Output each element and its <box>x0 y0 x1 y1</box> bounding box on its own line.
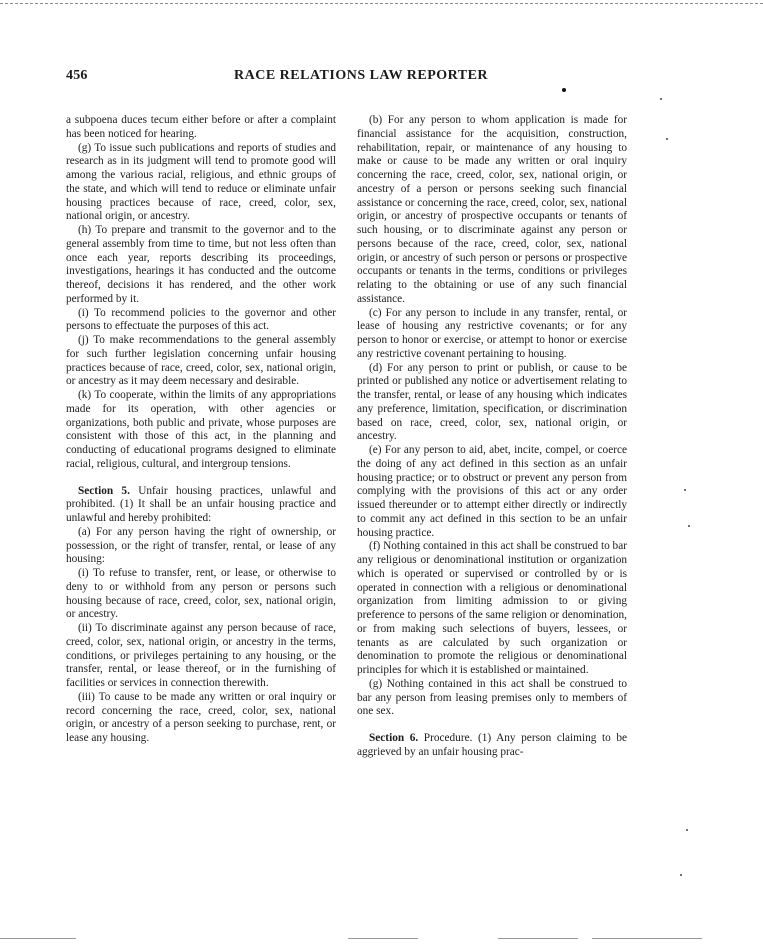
section-paragraph <box>66 485 336 526</box>
scan-speck <box>562 88 566 92</box>
paragraph: (e) For any person to aid, abet, incite, compel, or coerce the doing of any act defined in this section as an unfair housing practice; or to obstruct or prevent any person from complying with the provisions of this act or any order issued thereunder or to attempt either directly or indirectly to commit any act defined in this section to be an unfair housing practice. <box>357 444 627 539</box>
paragraph: (i) To recommend policies to the governor and other persons to effectuate the purposes of this act. <box>66 306 336 333</box>
paragraph: a subpoena duces tecum either before or after a complaint has been noticed for hearing. <box>66 114 336 140</box>
left-column <box>66 114 336 746</box>
paragraph: (b) For any person to whom application is made for financial assistance for the acquisition, construction, rehabilitation, repair, or maintenance of any housing to make or cause to be made any written or oral inquiry concerning the race, creed, color, sex, national origin, or ancestry of a person or persons seeking such financial assistance or concerning the race, creed, color, sex, national origin, or ancestry of prospective occupants or tenants of such housing, or to discriminate against any person or persons because of the race, creed, color, sex, national origin, or ancestry of such person or persons or prospective occupants or tenants in the terms, conditions or privileges relating to the obtaining or use of any such financial assistance. <box>357 114 627 305</box>
section-text: Procedure. (1) Any person claiming to be aggrieved by an unfair housing prac- <box>357 732 627 758</box>
scan-speck <box>688 525 690 527</box>
paragraph: (j) To make recommendations to the general assembly for such further legislation concerning unfair housing practices because of race, creed, color, sex, national origin, or ancestry as it may deem necessary and desirable. <box>66 334 336 388</box>
running-head: RACE RELATIONS LAW REPORTER <box>234 68 489 83</box>
paragraph: (g) To issue such publications and reports of studies and research as in its judgment will tend to promote good will among the various racial, religious, and ethnic groups of the state, and which will tend to reduce or eliminate unfair housing practices because of race, creed, color, sex, national origin, or ancestry. <box>66 141 336 223</box>
scan-speck <box>660 98 662 100</box>
paragraph: (a) For any person having the right of ownership, or possession, or the right of transfer, rental, or lease of any housing: <box>66 525 336 566</box>
paragraph: (d) For any person to print or publish, or cause to be printed or published any notice or advertisement relating to the transfer, rental, or lease of any housing which indicates any preference, limitation, specification, or discrimination based on race, creed, color, sex, national origin, or ancestry. <box>357 361 627 443</box>
right-column <box>357 114 627 760</box>
section-label: Section 6. <box>369 732 419 744</box>
scan-speck <box>666 138 668 140</box>
paragraph: (f) Nothing contained in this act shall be construed to bar any religious or denominational institution or organization which is operated or supervised or controlled by or is operated in connection with a religious or denominational organization from limiting admission to or giving preference to persons of the same religion or denomination, or from making such selections of buyers, lessees, or tenants as are calculated by such organization or denomination to promote the religious or denominational principles for which it is established or maintained. <box>357 540 627 676</box>
section-label: Section 5. <box>78 484 130 497</box>
section-text: Unfair housing practices, unlawful and prohibited. (1) It shall be an unfair housing practice and unlawful and hereby prohibited: <box>66 484 336 524</box>
paragraph: (i) To refuse to transfer, rent, or lease, or otherwise to deny to or withhold from any person or persons such housing because of race, creed, color, sex, national origin, or ancestry. <box>66 567 336 621</box>
paragraph: (c) For any person to include in any transfer, rental, or lease of housing any restrictive covenants; or for any person to honor or exercise, or attempt to honor or exercise any restrictive covenant pertaining to housing. <box>357 306 627 360</box>
scan-speck <box>684 489 686 491</box>
paragraph: (ii) To discriminate against any person because of race, creed, color, sex, national origin, or ancestry in the terms, conditions, or privileges pertaining to any housing, or the transfer, rental, or lease thereof, or in the furnishing of facilities or services in connection therewith. <box>66 622 336 689</box>
section-paragraph <box>357 732 627 760</box>
page-number: 456 <box>66 68 88 83</box>
scan-speck <box>680 874 682 876</box>
page-bottom-edge <box>0 938 763 940</box>
paragraph: (g) Nothing contained in this act shall be construed to bar any person from leasing premises only to members of one sex. <box>357 677 627 718</box>
paragraph: (iii) To cause to be made any written or oral inquiry or record concerning the race, creed, color, sex, national origin, or ancestry of a person seeking to purchase, rent, or lease any housing. <box>66 690 336 744</box>
scan-speck <box>686 829 688 831</box>
paragraph: (k) To cooperate, within the limits of any appropriations made for its operation, with other agencies or organizations, both public and private, whose purposes are consistent with those of this act, in the planning and conducting of educational programs designed to eliminate racial, religious, cultural, and intergroup tensions. <box>66 389 336 470</box>
page-top-edge <box>0 3 763 4</box>
paragraph: (h) To prepare and transmit to the governor and to the general assembly from time to time, but not less often than once each year, reports describing its proceedings, investigations, hearings it has conducted and the outcome thereof, decisions it has rendered, and the other work performed by it. <box>66 224 336 305</box>
